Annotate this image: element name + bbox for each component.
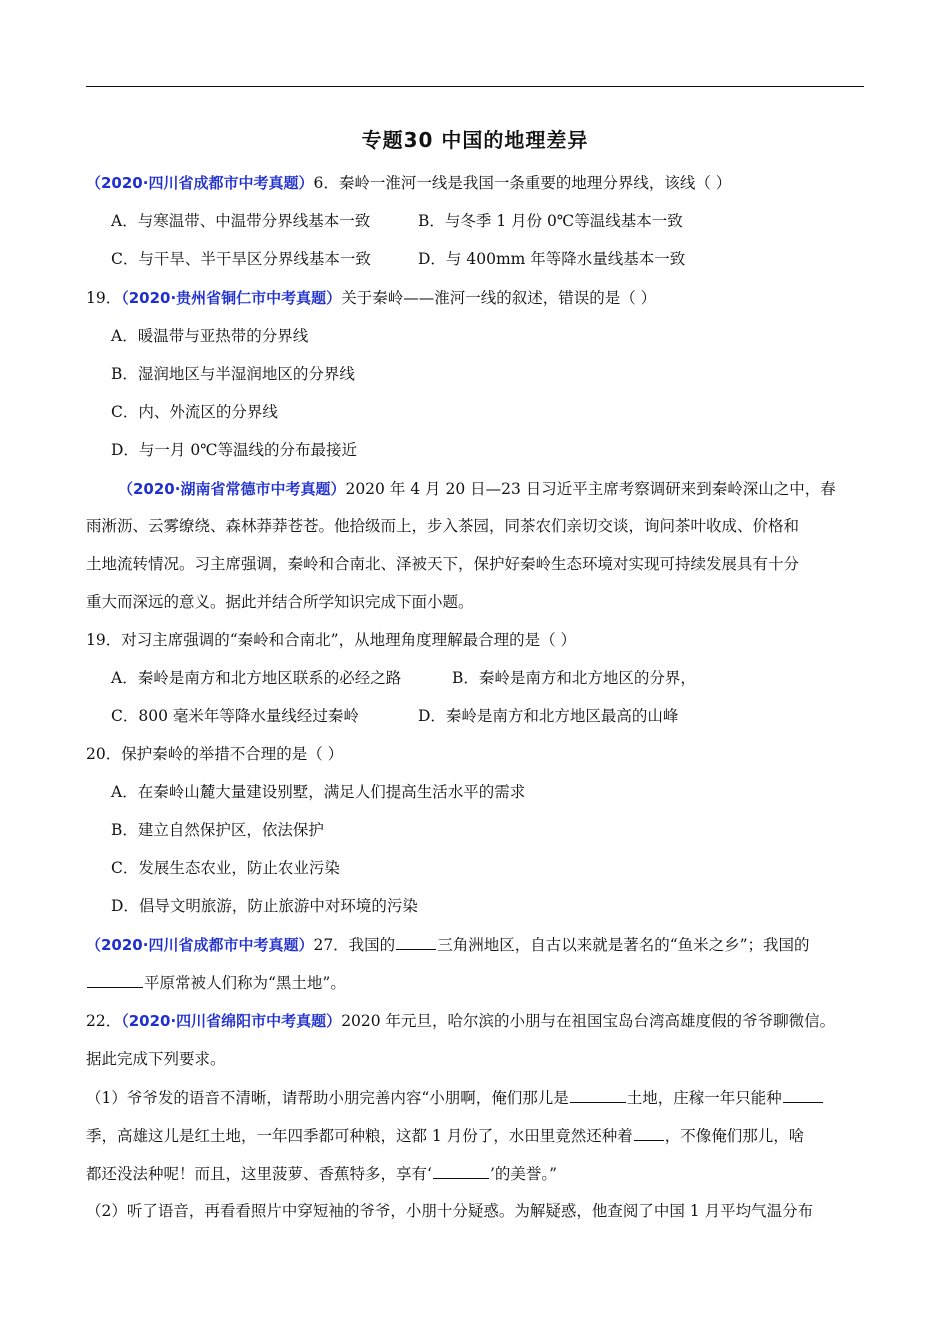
header-rule <box>86 86 864 87</box>
q22-blank-title[interactable] <box>433 1162 489 1179</box>
q22-stem-2: 据此完成下列要求。 <box>86 1050 226 1068</box>
q22-number: 22． <box>86 1012 122 1030</box>
q20-option-d: D．倡导文明旅游，防止旅游中对环境的污染 <box>111 897 418 915</box>
passage-line-3: 土地流转情况。习主席强调，秦岭和合南北、泽被天下，保护好秦岭生态环境对实现可持续发展具有十分 <box>86 555 800 573</box>
q27-text-1: 27．我国的 <box>313 936 396 954</box>
q22-source: （2020·四川省绵阳市中考真题） <box>121 1012 342 1030</box>
passage-line-1 <box>118 478 836 500</box>
q22-p1-text-e: 都还没法种呢！而且，这里菠萝、香蕉特多，享有‘ <box>86 1165 432 1183</box>
q19a-stem-line <box>86 287 656 309</box>
q27-line-1 <box>86 933 810 956</box>
q27-text-2: 三角洲地区，自古以来就是著名的“鱼米之乡”；我国的 <box>437 936 810 954</box>
q6-option-d: D．与 400mm 年等降水量线基本一致 <box>418 250 686 268</box>
q22-p1-text-b: 土地，庄稼一年只能种 <box>626 1089 782 1107</box>
q19a-option-a: A．暖温带与亚热带的分界线 <box>111 327 309 345</box>
q22-p1-text-f: ’的美誉。” <box>489 1165 558 1183</box>
q27-blank-2[interactable] <box>87 971 143 988</box>
passage-line-4: 重大而深远的意义。据此并结合所学知识完成下面小题。 <box>86 593 474 611</box>
q22-part2-line-1: （2）听了语音，再看看照片中穿短袖的爷爷，小朋十分疑惑。为解疑惑，他查阅了中国 1 月平均气温分布 <box>86 1202 814 1220</box>
q19b-option-d: D．秦岭是南方和北方地区最高的山峰 <box>418 707 679 725</box>
q22-p1-text-a: （1）爷爷发的语音不清晰，请帮助小朋完善内容“小朋啊，俺们那儿是 <box>86 1089 569 1107</box>
q22-p1-text-d: ，不像俺们那儿，啥 <box>664 1127 805 1145</box>
passage-line-2: 雨淅沥、云雾缭绕、森林莽莽苍苍。他拾级而上，步入茶园，同茶农们亲切交谈，询问茶叶收成、价格和 <box>86 517 800 535</box>
q19a-source: （2020·贵州省铜仁市中考真题） <box>121 289 342 307</box>
q22-p1-text-c: 季，高雄这儿是红土地，一年四季都可种粮，这都 1 月份了，水田里竟然还种着 <box>86 1127 633 1145</box>
q27-line-2 <box>86 971 346 994</box>
passage-text-1: 2020 年 4 月 20 日—23 日习近平主席考察调研来到秦岭深山之中，春 <box>345 480 836 498</box>
passage-source: （2020·湖南省常德市中考真题） <box>118 480 346 498</box>
q22-blank-crop[interactable] <box>634 1124 664 1141</box>
q6-option-a: A．与寒温带、中温带分界线基本一致 <box>111 212 371 230</box>
q19b-option-c: C．800 毫米年等降水量线经过秦岭 <box>111 707 359 725</box>
q19a-option-c: C．内、外流区的分界线 <box>111 403 278 421</box>
q6-option-c: C．与干旱、半干旱区分界线基本一致 <box>111 250 371 268</box>
page-title: 专题30 中国的地理差异 <box>361 128 589 152</box>
q22-stem-1: 2020 年元旦，哈尔滨的小朋与在祖国宝岛台湾高雄度假的爷爷聊微信。 <box>341 1012 836 1030</box>
q20-option-c: C．发展生态农业，防止农业污染 <box>111 859 340 877</box>
q22-blank-season[interactable] <box>783 1086 823 1103</box>
q20-stem: 20．保护秦岭的举措不合理的是（ ） <box>86 745 344 763</box>
q22-part1-line-1 <box>86 1086 824 1109</box>
q22-line-1 <box>86 1010 835 1032</box>
q6-option-b: B．与冬季 1 月份 0℃等温线基本一致 <box>418 212 683 230</box>
q19a-option-d: D．与一月 0℃等温线的分布最接近 <box>111 441 358 459</box>
q22-part1-line-3 <box>86 1162 557 1185</box>
q19a-option-b: B．湿润地区与半湿润地区的分界线 <box>111 365 355 383</box>
q19a-stem: 关于秦岭——淮河一线的叙述，错误的是（ ） <box>341 289 657 307</box>
q19b-option-a: A．秦岭是南方和北方地区联系的必经之路 <box>111 669 402 687</box>
q27-text-3: 平原常被人们称为“黑土地”。 <box>144 974 346 992</box>
q27-blank-1[interactable] <box>396 933 436 950</box>
q19a-number: 19． <box>86 289 122 307</box>
q6-stem-line <box>86 172 731 194</box>
q27-source: （2020·四川省成都市中考真题） <box>86 936 314 954</box>
q6-source: （2020·四川省成都市中考真题） <box>86 174 314 192</box>
q19b-option-b: B．秦岭是南方和北方地区的分界， <box>452 669 696 687</box>
q6-stem: 6．秦岭一淮河一线是我国一条重要的地理分界线，该线（ ） <box>313 174 732 192</box>
q20-option-a: A．在秦岭山麓大量建设别墅，满足人们提高生活水平的需求 <box>111 783 526 801</box>
q19b-stem: 19．对习主席强调的“秦岭和合南北”，从地理角度理解最合理的是（ ） <box>86 631 577 649</box>
q20-option-b: B．建立自然保护区，依法保护 <box>111 821 324 839</box>
q22-part1-line-2 <box>86 1124 804 1147</box>
q22-blank-soil[interactable] <box>570 1086 626 1103</box>
